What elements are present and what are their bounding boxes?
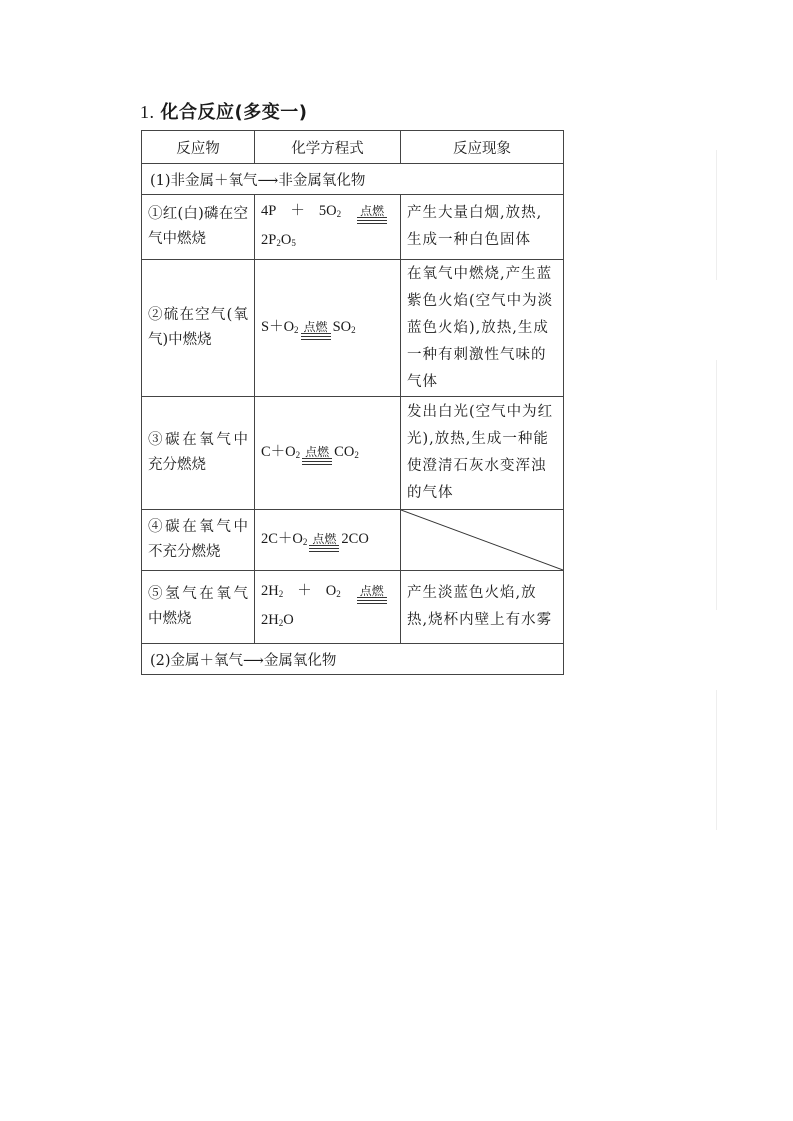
- reactant-cell: ③碳在氧气中充分燃烧: [142, 397, 255, 510]
- phenomenon-cell: 在氧气中燃烧,产生蓝紫色火焰(空气中为淡蓝色火焰),放热,生成一种有刺激性气味的气体: [401, 260, 564, 397]
- condition-label: 点燃: [309, 533, 339, 546]
- eq-subscript: 5: [291, 238, 296, 248]
- eq-term: S＋O: [261, 318, 295, 335]
- eq-subscript: 2: [302, 536, 308, 547]
- eq-term: O: [280, 232, 292, 248]
- eq-term: 2H: [261, 612, 279, 628]
- reaction-condition: [302, 446, 332, 465]
- section-row-2: [142, 644, 564, 675]
- table-row: [142, 260, 564, 397]
- eq-subscript: 2: [294, 324, 299, 335]
- eq-subscript: 2: [336, 209, 342, 219]
- heading-title: 化合反应(多变一): [160, 102, 308, 123]
- scan-edge-line: [716, 150, 717, 280]
- equation-cell: [255, 195, 401, 260]
- eq-plus: ＋: [297, 583, 312, 599]
- phenomenon-cell: 发出白光(空气中为红光),放热,生成一种能使澄清石灰水变浑浊的气体: [401, 397, 564, 510]
- condition-label: 点燃: [301, 321, 331, 334]
- phenomenon-cell: 产生淡蓝色火焰,放热,烧杯内壁上有水雾: [401, 571, 564, 644]
- eq-subscript: 2: [278, 589, 284, 599]
- eq-term: 2CO: [341, 530, 369, 547]
- reaction-condition: [357, 585, 387, 604]
- equation-cell: [255, 571, 401, 644]
- header-reactant: 反应物: [142, 131, 255, 164]
- reactant-cell: ②硫在空气(氧气)中燃烧: [142, 260, 255, 397]
- reactant-cell: ④碳在氧气中不充分燃烧: [142, 510, 255, 571]
- section-heading: [140, 98, 307, 124]
- equation-cell: [255, 260, 401, 397]
- header-equation: 化学方程式: [255, 131, 401, 164]
- reaction-condition: [309, 533, 339, 552]
- table-row: [142, 571, 564, 644]
- header-phenomenon: 反应现象: [401, 131, 564, 164]
- diagonal-line: [401, 510, 563, 570]
- eq-term: SO: [332, 318, 352, 335]
- scan-edge-line: [716, 690, 717, 830]
- eq-term: 5O: [318, 203, 337, 219]
- eq-term: 2P: [261, 232, 277, 248]
- reactant-cell: ⑤氢气在氧气中燃烧: [142, 571, 255, 644]
- table-row: [142, 397, 564, 510]
- equation-cell: [255, 510, 401, 571]
- table-row: [142, 195, 564, 260]
- table-header-row: [142, 131, 564, 164]
- eq-subscript: 2: [354, 449, 359, 460]
- section-row-1: [142, 164, 564, 195]
- section-label-2: (2)金属＋氧气⟶金属氧化物: [142, 644, 564, 675]
- empty-diagonal-cell: [401, 510, 564, 571]
- scan-edge-line: [716, 360, 717, 610]
- condition-label: 点燃: [357, 585, 387, 598]
- equation-cell: [255, 397, 401, 510]
- condition-label: 点燃: [302, 446, 332, 459]
- eq-term: CO: [334, 443, 355, 460]
- reaction-condition: [357, 205, 387, 224]
- phenomenon-cell: 产生大量白烟,放热,生成一种白色固体: [401, 195, 564, 260]
- reactant-cell: ①红(白)磷在空气中燃烧: [142, 195, 255, 260]
- heading-number: 1.: [140, 102, 155, 122]
- reaction-condition: [301, 321, 331, 340]
- reaction-table: [141, 130, 564, 675]
- eq-subscript: 2: [276, 238, 281, 248]
- eq-term: O: [283, 612, 294, 628]
- eq-subscript: 2: [278, 618, 284, 628]
- eq-term: 4P: [261, 203, 277, 219]
- eq-subscript: 2: [336, 589, 341, 599]
- eq-subscript: 2: [295, 449, 301, 460]
- condition-label: 点燃: [357, 205, 387, 218]
- eq-term: C＋O: [261, 443, 296, 460]
- eq-term: 2H: [261, 583, 279, 599]
- table-row: [142, 510, 564, 571]
- eq-term: 2C＋O: [261, 530, 303, 547]
- eq-term: O: [325, 583, 337, 599]
- section-label-1: (1)非金属＋氧气⟶非金属氧化物: [142, 164, 564, 195]
- eq-plus: ＋: [290, 203, 305, 219]
- eq-subscript: 2: [351, 324, 356, 335]
